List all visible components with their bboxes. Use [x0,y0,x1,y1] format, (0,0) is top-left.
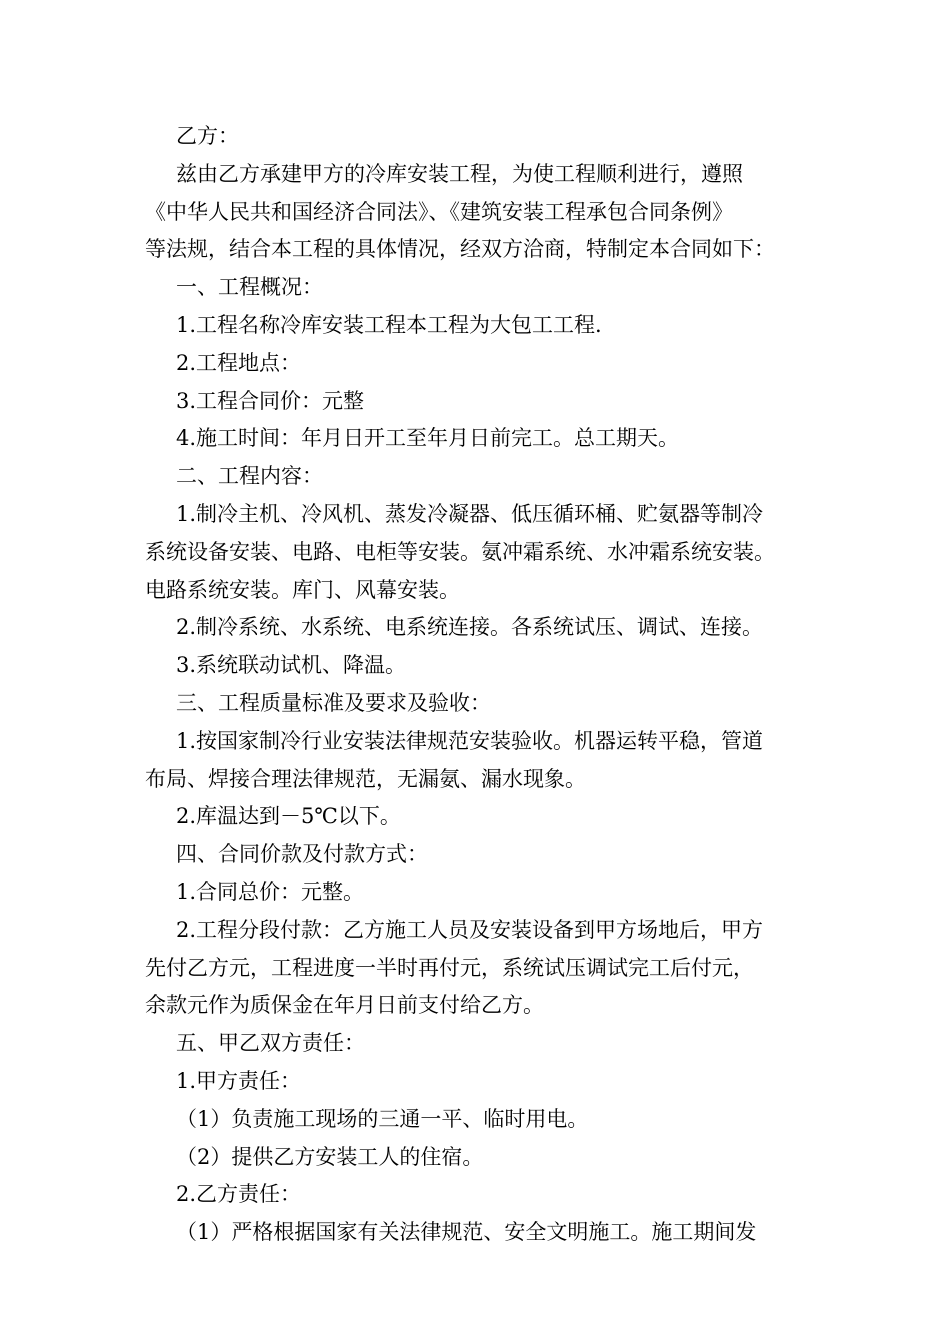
list-item-trial-run: 3.系统联动试机、降温。 [176,653,407,678]
list-item-installments-line-3: 余款元作为质保金在年月日前支付给乙方。 [145,993,544,1018]
list-item-party-a-duty-2: （2）提供乙方安装工人的住宿。 [176,1144,484,1169]
list-item-project-name: 1.工程名称冷库安装工程本工程为大包工工程. [176,312,602,337]
section-heading-overview: 一、工程概况： [176,275,323,300]
list-item-equipment-line-2: 系统设备安装、电路、电柜等安装。氨冲霜系统、水冲霜系统安装。 [145,539,775,564]
list-item-installments-line-2: 先付乙方元，工程进度一半时再付元，系统试压调试完工后付元， [145,955,754,980]
list-item-party-b-duty-1: （1）严格根据国家有关法律规范、安全文明施工。施工期间发 [176,1220,757,1245]
section-heading-quality: 三、工程质量标准及要求及验收： [176,690,491,715]
list-item-contract-price: 3.工程合同价：元整 [176,388,365,413]
list-item-equipment-line-3: 电路系统安装。库门、风幕安装。 [145,577,460,602]
list-item-construction-time: 4.施工时间：年月日开工至年月日前完工。总工期天。 [176,426,680,451]
paragraph-preamble-line-1: 兹由乙方承建甲方的冷库安装工程，为使工程顺利进行，遵照 [176,161,743,186]
list-item-quality-line-1: 1.按国家制冷行业安装法律规范安装验收。机器运转平稳，管道 [176,728,764,753]
paragraph-preamble-line-2: 《中华人民共和国经济合同法》、《建筑安装工程承包合同条例》 [145,199,733,224]
section-heading-payment: 四、合同价款及付款方式： [176,842,428,867]
list-item-total-price: 1.合同总价：元整。 [176,879,365,904]
paragraph-preamble-line-3: 等法规，结合本工程的具体情况，经双方洽商，特制定本合同如下： [145,237,775,262]
list-item-party-a-duty-1: （1）负责施工现场的三通一平、临时用电。 [176,1106,589,1131]
list-item-party-a-duties: 1.甲方责任： [176,1068,302,1093]
list-item-project-location: 2.工程地点： [176,350,302,375]
list-item-system-connection: 2.制冷系统、水系统、电系统连接。各系统试压、调试、连接。 [176,615,764,640]
list-item-equipment-line-1: 1.制冷主机、冷风机、蒸发冷凝器、低压循环桶、贮氨器等制冷 [176,501,764,526]
section-heading-responsibilities: 五、甲乙双方责任： [176,1031,365,1056]
list-item-temperature: 2.库温达到－5℃以下。 [176,804,401,829]
list-item-party-b-duties: 2.乙方责任： [176,1182,302,1207]
list-item-installments-line-1: 2.工程分段付款：乙方施工人员及安装设备到甲方场地后，甲方 [176,917,764,942]
list-item-quality-line-2: 布局、焊接合理法律规范，无漏氨、漏水现象。 [145,766,586,791]
paragraph-party-b: 乙方： [176,124,239,148]
document-body [145,118,807,1252]
section-heading-content: 二、工程内容： [176,464,323,489]
